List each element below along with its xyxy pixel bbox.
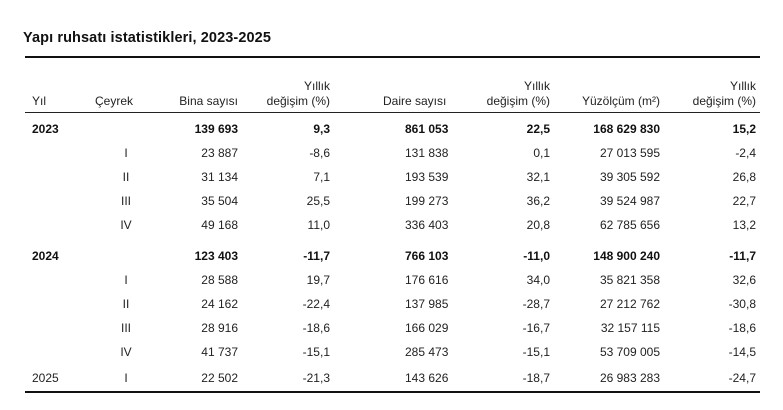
cell-buildings: 49 168 xyxy=(201,218,238,232)
cell-area-change: 32,6 xyxy=(732,273,756,287)
cell-quarter: I xyxy=(124,146,128,160)
cell-buildings: 28 916 xyxy=(201,321,238,335)
cell-buildings: 23 887 xyxy=(201,146,238,160)
cell-quarter: II xyxy=(122,170,130,184)
cell-area: 32 157 115 xyxy=(600,321,660,335)
cell-quarter: IV xyxy=(120,345,132,359)
cell-area: 168 629 830 xyxy=(593,122,660,136)
cell-area-change: -2,4 xyxy=(735,146,756,160)
cell-area-change: -18,6 xyxy=(728,321,756,335)
cell-year: 2023 xyxy=(32,122,59,136)
cell-area-change: 22,7 xyxy=(732,194,756,208)
header-area: Yüzölçüm (m²) xyxy=(581,94,660,108)
cell-buildings: 28 588 xyxy=(201,273,238,287)
page-title: Yapı ruhsatı istatistikleri, 2023-2025 xyxy=(23,30,272,46)
cell-dwellings-change: -11,0 xyxy=(523,249,550,263)
cell-buildings: 24 162 xyxy=(201,297,238,311)
cell-area: 53 709 005 xyxy=(599,345,660,359)
cell-dwellings: 766 103 xyxy=(405,249,449,263)
cell-buildings-change: 19,7 xyxy=(306,273,330,287)
header-area-change-l2: değişim (%) xyxy=(692,94,756,108)
cell-dwellings: 861 053 xyxy=(405,122,449,136)
cell-dwellings: 131 838 xyxy=(405,146,449,160)
cell-area: 62 785 656 xyxy=(599,218,660,232)
cell-area-change: -30,8 xyxy=(728,297,756,311)
cell-dwellings: 143 626 xyxy=(405,371,449,385)
header-dwellings: Daire sayısı xyxy=(383,94,447,108)
cell-quarter: IV xyxy=(120,218,132,232)
cell-area-change: -14,5 xyxy=(728,345,756,359)
cell-dwellings: 193 539 xyxy=(405,170,449,184)
cell-buildings: 22 502 xyxy=(201,371,238,385)
bottom-rule xyxy=(25,391,760,393)
header-buildings-change-l1: Yıllık xyxy=(303,79,330,93)
cell-dwellings: 176 616 xyxy=(405,273,449,287)
cell-dwellings-change: -16,7 xyxy=(522,321,550,335)
header-area-change-l1: Yıllık xyxy=(729,79,756,93)
cell-dwellings-change: -15,1 xyxy=(522,345,550,359)
header-year: Yıl xyxy=(32,94,47,108)
cell-area: 27 013 595 xyxy=(599,146,660,160)
header-quarter: Çeyrek xyxy=(95,94,134,108)
cell-buildings: 41 737 xyxy=(201,345,238,359)
cell-area-change: 15,2 xyxy=(732,122,756,136)
top-rule xyxy=(25,56,760,58)
cell-dwellings-change: 34,0 xyxy=(526,273,550,287)
cell-buildings-change: 25,5 xyxy=(306,194,330,208)
header-dwellings-change-l1: Yıllık xyxy=(523,79,550,93)
cell-area: 35 821 358 xyxy=(599,273,660,287)
cell-buildings: 35 504 xyxy=(201,194,238,208)
cell-quarter: I xyxy=(124,273,128,287)
cell-buildings-change: -15,1 xyxy=(302,345,330,359)
cell-buildings: 31 134 xyxy=(201,170,238,184)
cell-year: 2025 xyxy=(32,371,59,385)
cell-dwellings-change: -18,7 xyxy=(522,371,550,385)
cell-quarter: III xyxy=(120,321,131,335)
cell-dwellings: 166 029 xyxy=(405,321,449,335)
cell-area: 148 900 240 xyxy=(593,249,660,263)
cell-dwellings-change: 0,1 xyxy=(533,146,550,160)
cell-dwellings-change: 22,5 xyxy=(526,122,550,136)
cell-buildings-change: 9,3 xyxy=(313,122,330,136)
cell-area-change: -24,7 xyxy=(728,371,756,385)
cell-quarter: II xyxy=(122,297,130,311)
cell-dwellings: 336 403 xyxy=(405,218,449,232)
cell-buildings-change: -11,7 xyxy=(303,249,330,263)
cell-buildings-change: 7,1 xyxy=(313,170,330,184)
cell-area-change: 26,8 xyxy=(732,170,756,184)
cell-buildings-change: -18,6 xyxy=(302,321,330,335)
cell-buildings-change: -21,3 xyxy=(302,371,330,385)
cell-buildings-change: 11,0 xyxy=(307,218,330,232)
cell-buildings-change: -22,4 xyxy=(302,297,330,311)
cell-area-change: -11,7 xyxy=(729,249,756,263)
cell-dwellings: 137 985 xyxy=(405,297,449,311)
cell-dwellings: 199 273 xyxy=(405,194,449,208)
cell-quarter: III xyxy=(120,194,131,208)
cell-buildings-change: -8,6 xyxy=(309,146,330,160)
cell-year: 2024 xyxy=(32,249,59,263)
cell-area: 39 524 987 xyxy=(599,194,660,208)
cell-buildings: 139 693 xyxy=(194,122,238,136)
header-rule xyxy=(25,112,760,113)
cell-area: 27 212 762 xyxy=(599,297,660,311)
header-dwellings-change-l2: değişim (%) xyxy=(486,94,550,108)
cell-area: 26 983 283 xyxy=(599,371,660,385)
cell-quarter: I xyxy=(124,371,128,385)
cell-area-change: 13,2 xyxy=(732,218,756,232)
cell-buildings: 123 403 xyxy=(194,249,238,263)
cell-dwellings-change: 32,1 xyxy=(526,170,550,184)
header-buildings-change-l2: değişim (%) xyxy=(266,94,330,108)
cell-area: 39 305 592 xyxy=(599,170,660,184)
header-buildings: Bina sayısı xyxy=(179,94,238,108)
cell-dwellings-change: 20,8 xyxy=(526,218,550,232)
cell-dwellings-change: 36,2 xyxy=(526,194,550,208)
cell-dwellings: 285 473 xyxy=(405,345,449,359)
cell-dwellings-change: -28,7 xyxy=(522,297,550,311)
